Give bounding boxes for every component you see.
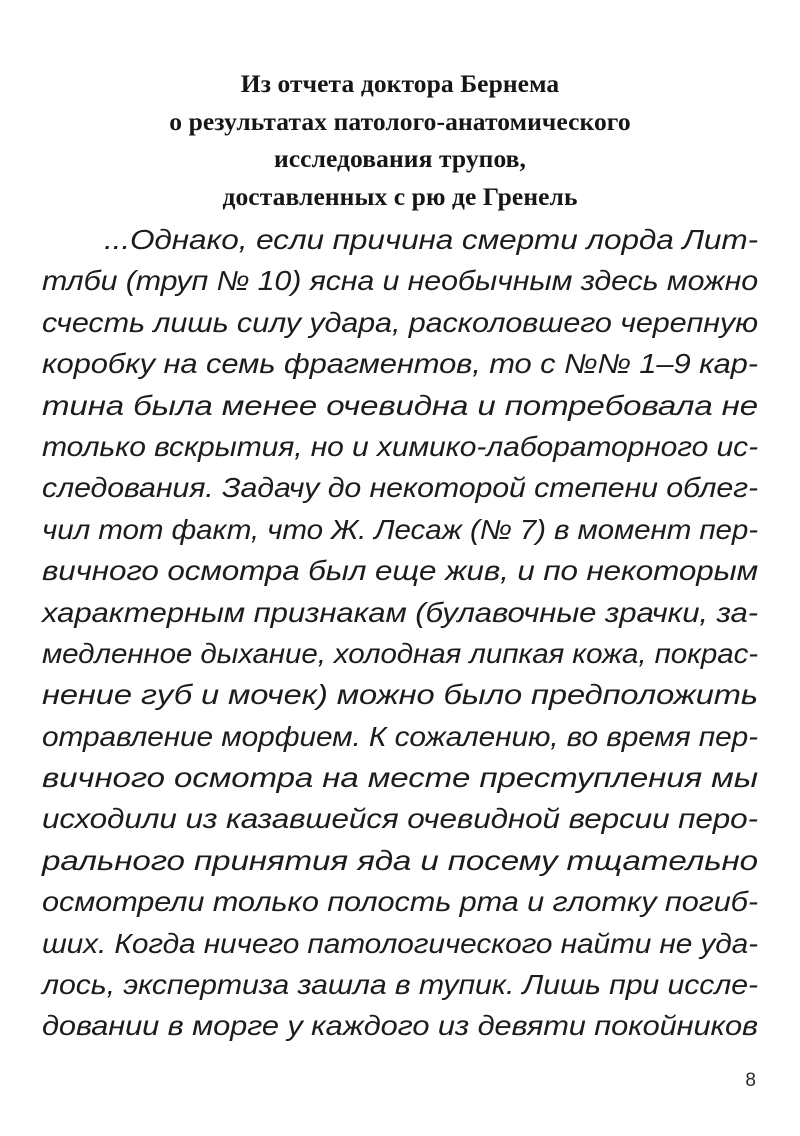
body-line-4: коробку на семь фрагментов, то с №№ 1–9 кар- (42, 348, 758, 380)
body-line-2: тлби (труп № 10) ясна и необычным здесь можно (42, 265, 759, 297)
body-line-10: характерным признакам (булавочные зрачки, за- (42, 596, 758, 628)
body-line-7: следования. Задачу до некоторой степени облег- (42, 472, 758, 504)
body-line-12: нение губ и мочек) можно было предположить (42, 679, 758, 711)
heading-line-2: о результатах патолого-анатомического (169, 106, 631, 136)
heading-line-4: доставленных с рю де Гренель (222, 181, 578, 211)
body-line-15: исходили из казавшейся очевидной версии перо- (42, 803, 758, 835)
body-line-8: чил тот факт, что Ж. Лесаж (№ 7) в момент пер- (42, 513, 759, 545)
page-number: 8 (745, 1070, 756, 1091)
body-paragraph (42, 219, 758, 1047)
body-line-16: рального принятия яда и посему тщательно (42, 844, 759, 876)
body-line-6: только вскрытия, но и химико-лабораторного ис- (42, 430, 759, 462)
body-line-1: ...Однако, если причина смерти лорда Лит- (104, 224, 758, 255)
body-line-5: тина была менее очевидна и потребовала не (42, 389, 759, 421)
body-line-18: ших. Когда ничего патологического найти не уда- (42, 927, 758, 959)
body-line-13: отравление морфием. К сожалению, во время пер- (42, 720, 758, 752)
page-heading (60, 65, 740, 215)
body-line-17: осмотрели только полость рта и глотку погиб- (42, 886, 758, 918)
heading-line-1: Из отчета доктора Бернема (240, 69, 560, 99)
body-line-20: довании в морге у каждого из девяти покойников (42, 1010, 758, 1042)
body-line-14: вичного осмотра на месте преступления мы (42, 762, 758, 794)
body-line-9: вичного осмотра был еще жив, и по некоторым (42, 555, 759, 587)
body-line-11: медленное дыхание, холодная липкая кожа, покрас- (42, 637, 759, 669)
body-line-19: лось, экспертиза зашла в тупик. Лишь при иссле- (42, 969, 759, 1001)
body-line-3: счесть лишь силу удара, расколовшего черепную (42, 306, 758, 338)
heading-line-3: исследования трупов, (273, 144, 527, 174)
